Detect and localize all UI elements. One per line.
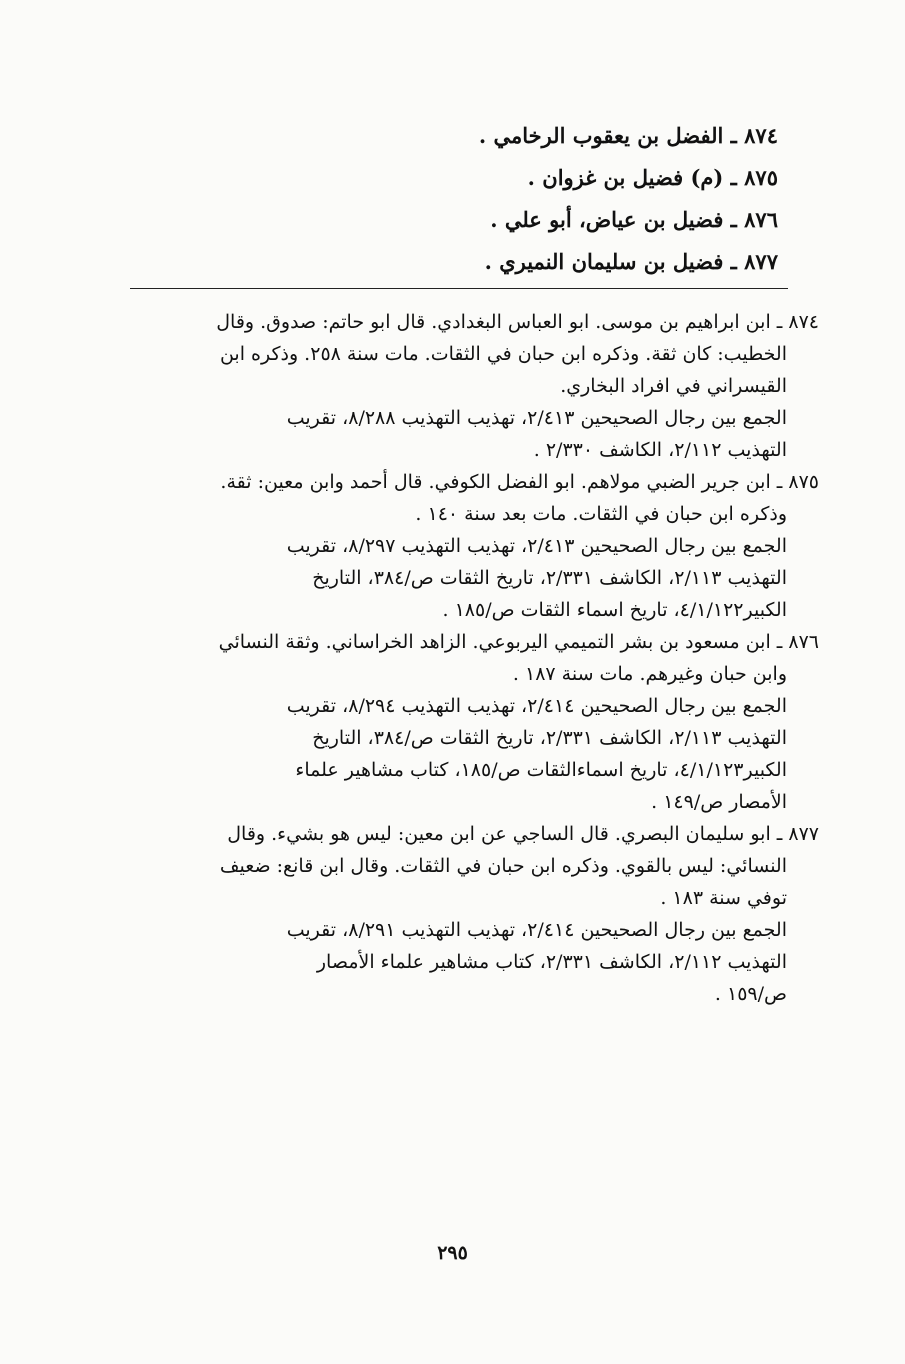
heading-876: ٨٧٦ ـ فضيل بن عياض، أبو علي . bbox=[490, 207, 778, 232]
note-text-line: وابن حبان وغيرهم. مات سنة ١٨٧ . bbox=[512, 663, 787, 685]
reference-line: الجمع بين رجال الصحيحين ٢/٤١٤، تهذيب التهذيب ٨/٢٩١، تقريب bbox=[286, 919, 787, 941]
reference-line: التهذيب ٢/١١٢، الكاشف ٢/٣٣٠ . bbox=[533, 439, 787, 461]
note-877 bbox=[119, 818, 819, 1010]
note-text-line: ٨٧٦ ـ ابن مسعود بن بشر التميمي اليربوعي. الزاهد الخراساني. وثقة النسائي bbox=[218, 631, 819, 653]
note-text-line: توفي سنة ١٨٣ . bbox=[660, 887, 787, 909]
reference-line: الكبير٤/١/١٢٢، تاريخ اسماء الثقات ص/١٨٥ . bbox=[442, 599, 787, 621]
reference-line: الجمع بين رجال الصحيحين ٢/٤١٣، تهذيب التهذيب ٨/٢٩٧، تقريب bbox=[286, 535, 787, 557]
reference-line: التهذيب ٢/١١٣، الكاشف ٢/٣٣١، تاريخ الثقات ص/٣٨٤، التاريخ bbox=[312, 567, 787, 589]
notes-body bbox=[119, 306, 819, 1010]
note-text-line: وذكره ابن حبان في الثقات. مات بعد سنة ١٤٠ . bbox=[415, 503, 787, 525]
reference-line: الجمع بين رجال الصحيحين ٢/٤١٣، تهذيب التهذيب ٨/٢٨٨، تقريب bbox=[286, 407, 787, 429]
reference-line: الكبير٤/١/١٢٣، تاريخ اسماءالثقات ص/١٨٥، كتاب مشاهير علماء bbox=[295, 759, 787, 781]
note-text-line: ٨٧٥ ـ ابن جرير الضبي مولاهم. ابو الفضل الكوفي. قال أحمد وابن معين: ثقة. bbox=[220, 471, 819, 493]
reference-line: ص/١٥٩ . bbox=[714, 983, 787, 1005]
reference-line: التهذيب ٢/١١٣، الكاشف ٢/٣٣١، تاريخ الثقات ص/٣٨٤، التاريخ bbox=[312, 727, 787, 749]
reference-line: الجمع بين رجال الصحيحين ٢/٤١٤، تهذيب التهذيب ٨/٢٩٤، تقريب bbox=[286, 695, 787, 717]
note-text-line: ٨٧٤ ـ ابن ابراهيم بن موسى. ابو العباس البغدادي. قال ابو حاتم: صدوق. وقال bbox=[216, 311, 819, 333]
note-text-line: ٨٧٧ ـ ابو سليمان البصري. قال الساجي عن ابن معين: ليس هو بشيء. وقال bbox=[227, 823, 819, 845]
note-text-line: الخطيب: كان ثقة. وذكره ابن حبان في الثقات. مات سنة ٢٥٨. وذكره ابن bbox=[219, 343, 787, 365]
heading-list bbox=[418, 115, 778, 283]
note-874 bbox=[119, 306, 819, 466]
note-text-line: النسائي: ليس بالقوي. وذكره ابن حبان في الثقات. وقال ابن قانع: ضعيف bbox=[219, 855, 787, 877]
reference-line: التهذيب ٢/١١٢، الكاشف ٢/٣٣١، كتاب مشاهير علماء الأمصار bbox=[316, 951, 787, 973]
note-876 bbox=[119, 626, 819, 818]
heading-875: ٨٧٥ ـ (م) فضيل بن غزوان . bbox=[527, 165, 778, 190]
heading-877: ٨٧٧ ـ فضيل بن سليمان النميري . bbox=[484, 249, 778, 274]
divider-rule bbox=[130, 288, 788, 289]
heading-874: ٨٧٤ ـ الفضل بن يعقوب الرخامي . bbox=[478, 123, 778, 148]
note-text-line: القيسراني في افراد البخاري. bbox=[560, 375, 787, 397]
page-number: ٢٩٥ bbox=[437, 1242, 468, 1264]
reference-line: الأمصار ص/١٤٩ . bbox=[651, 791, 787, 813]
note-875 bbox=[119, 466, 819, 626]
